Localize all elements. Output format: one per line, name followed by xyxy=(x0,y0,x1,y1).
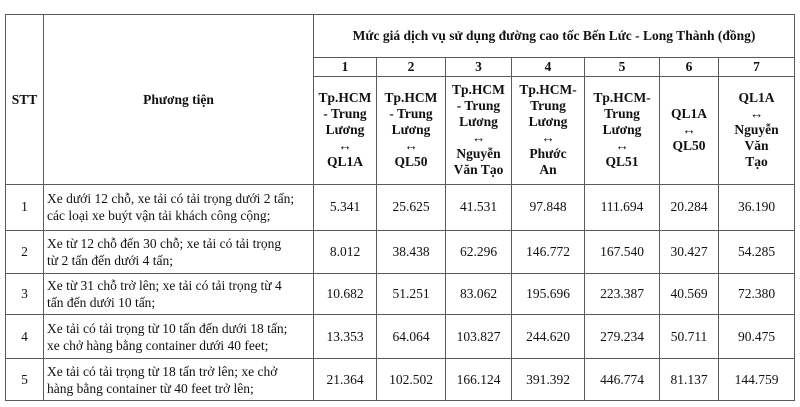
price-cell: 10.682 xyxy=(314,273,377,315)
price-cell: 166.124 xyxy=(446,359,512,401)
route-header-line: QL50 xyxy=(394,154,428,170)
row-vehicle xyxy=(44,230,314,273)
route-header-line: QL1A xyxy=(738,90,775,106)
table-body xyxy=(6,185,795,401)
price-cell: 54.285 xyxy=(719,230,795,273)
route-header xyxy=(314,76,377,185)
table-row xyxy=(6,359,795,401)
route-header xyxy=(446,76,512,185)
price-cell: 83.062 xyxy=(446,273,512,315)
route-header-line: Tp.HCM- xyxy=(519,82,577,98)
table-row xyxy=(6,185,795,231)
price-cell: 81.137 xyxy=(660,359,719,401)
price-cell: 40.569 xyxy=(660,273,719,315)
route-header-line: - Trung xyxy=(323,106,367,122)
route-header-line: Lương xyxy=(459,114,498,130)
vehicle-line: Xe từ 31 chỗ trở lên; xe tải có tải trọng từ 4 xyxy=(47,278,282,294)
route-header-line: Tp.HCM- xyxy=(593,90,651,106)
route-header-line: QL1A xyxy=(326,154,363,170)
price-cell: 244.620 xyxy=(512,315,585,359)
vehicle-line: xe chở hàng bằng container dưới 40 feet; xyxy=(47,337,269,353)
table-row xyxy=(6,273,795,315)
row-vehicle xyxy=(44,185,314,231)
price-cell: 223.387 xyxy=(585,273,660,315)
route-header-line: Nguyễn xyxy=(456,146,501,162)
table-row xyxy=(6,315,795,359)
price-cell: 279.234 xyxy=(585,315,660,359)
row-stt: 2 xyxy=(6,230,44,273)
column-number: 7 xyxy=(719,57,795,76)
header-row-title xyxy=(6,15,795,58)
route-header-line: ↔ xyxy=(471,130,486,146)
vehicle-line: tấn đến dưới 10 tấn; xyxy=(47,295,156,311)
route-header-line: Lương xyxy=(325,122,365,138)
route-header-line: Tạo xyxy=(745,154,768,170)
column-number: 3 xyxy=(446,57,512,76)
price-cell: 102.502 xyxy=(377,359,446,401)
price-cell: 195.696 xyxy=(512,273,585,315)
route-header-line: Văn xyxy=(744,138,769,154)
route-header xyxy=(719,76,795,185)
route-header-line: ↔ xyxy=(615,138,629,154)
price-cell: 50.711 xyxy=(660,315,719,359)
route-header-line: An xyxy=(539,162,557,178)
price-cell: 103.827 xyxy=(446,315,512,359)
route-header xyxy=(377,76,446,185)
price-cell: 5.341 xyxy=(314,185,377,231)
price-title-header: Mức giá dịch vụ sử dụng đường cao tốc Bến Lức - Long Thành (đồng) xyxy=(314,15,795,58)
route-header-line: Nguyễn xyxy=(734,122,779,138)
vehicle-line: hàng bằng container từ 40 feet trở lên; xyxy=(47,380,254,396)
route-header-line: ↔ xyxy=(682,122,696,138)
route-header-line: Tp.HCM xyxy=(384,90,438,106)
vehicle-line: Xe từ 12 chỗ đến 30 chỗ; xe tải có tải trọng xyxy=(47,235,282,251)
route-header-line: ↔ xyxy=(404,138,418,154)
route-header-line: - Trung xyxy=(389,106,433,122)
toll-fee-table xyxy=(5,14,795,401)
vehicle-line: Xe tải có tải trọng từ 18 tấn trở lên; xe chở xyxy=(47,363,278,379)
price-cell: 41.531 xyxy=(446,185,512,231)
route-header-line: QL50 xyxy=(672,138,706,154)
price-cell: 146.772 xyxy=(512,230,585,273)
row-vehicle xyxy=(44,315,314,359)
column-number: 4 xyxy=(512,57,585,76)
table-row xyxy=(6,230,795,273)
vehicle-line: các loại xe buýt vận tải khách công cộng; xyxy=(47,208,271,224)
route-header-line: Trung xyxy=(604,106,640,122)
route-header-line: - Trung xyxy=(456,98,501,114)
price-cell: 97.848 xyxy=(512,185,585,231)
price-cell: 64.064 xyxy=(377,315,446,359)
column-number: 6 xyxy=(660,57,719,76)
route-header-line: Lương xyxy=(528,114,568,130)
route-header-line: Trung xyxy=(530,98,566,114)
price-cell: 30.427 xyxy=(660,230,719,273)
route-header-line: ↔ xyxy=(749,106,764,122)
price-cell: 21.364 xyxy=(314,359,377,401)
price-cell: 391.392 xyxy=(512,359,585,401)
price-cell: 72.380 xyxy=(719,273,795,315)
price-cell: 62.296 xyxy=(446,230,512,273)
route-header-line: ↔ xyxy=(338,138,352,154)
row-stt: 1 xyxy=(6,185,44,231)
column-number: 1 xyxy=(314,57,377,76)
price-cell: 20.284 xyxy=(660,185,719,231)
price-cell: 8.012 xyxy=(314,230,377,273)
price-cell: 38.438 xyxy=(377,230,446,273)
price-cell: 446.774 xyxy=(585,359,660,401)
route-header-line: QL51 xyxy=(605,154,639,170)
route-header-line: Lương xyxy=(391,122,431,138)
route-header xyxy=(585,76,660,185)
route-header-line: Tp.HCM xyxy=(452,82,505,98)
price-cell: 90.475 xyxy=(719,315,795,359)
price-cell: 36.190 xyxy=(719,185,795,231)
route-header-line: Văn Tạo xyxy=(453,162,504,178)
vehicle-line: Xe tải có tải trọng từ 10 tấn đến dưới 18 tấn; xyxy=(47,320,288,336)
route-header-line: ↔ xyxy=(541,130,555,146)
price-cell: 25.625 xyxy=(377,185,446,231)
vehicle-line: Xe dưới 12 chỗ, xe tải có tải trọng dưới 2 tấn; xyxy=(47,191,295,207)
price-cell: 13.353 xyxy=(314,315,377,359)
column-number: 5 xyxy=(585,57,660,76)
row-stt: 5 xyxy=(6,359,44,401)
price-cell: 144.759 xyxy=(719,359,795,401)
route-header xyxy=(512,76,585,185)
route-header xyxy=(660,76,719,185)
route-header-line: Phước xyxy=(529,146,567,162)
route-header-line: QL1A xyxy=(670,106,707,122)
route-header-line: Lương xyxy=(602,122,642,138)
stt-header: STT xyxy=(6,15,44,185)
route-header-line: Tp.HCM xyxy=(318,90,372,106)
vehicle-header: Phương tiện xyxy=(44,15,314,185)
row-stt: 4 xyxy=(6,315,44,359)
price-cell: 111.694 xyxy=(585,185,660,231)
price-cell: 167.540 xyxy=(585,230,660,273)
column-number: 2 xyxy=(377,57,446,76)
row-vehicle xyxy=(44,359,314,401)
price-cell: 51.251 xyxy=(377,273,446,315)
row-vehicle xyxy=(44,273,314,315)
vehicle-line: từ 2 tấn đến dưới 4 tấn; xyxy=(47,252,174,268)
row-stt: 3 xyxy=(6,273,44,315)
